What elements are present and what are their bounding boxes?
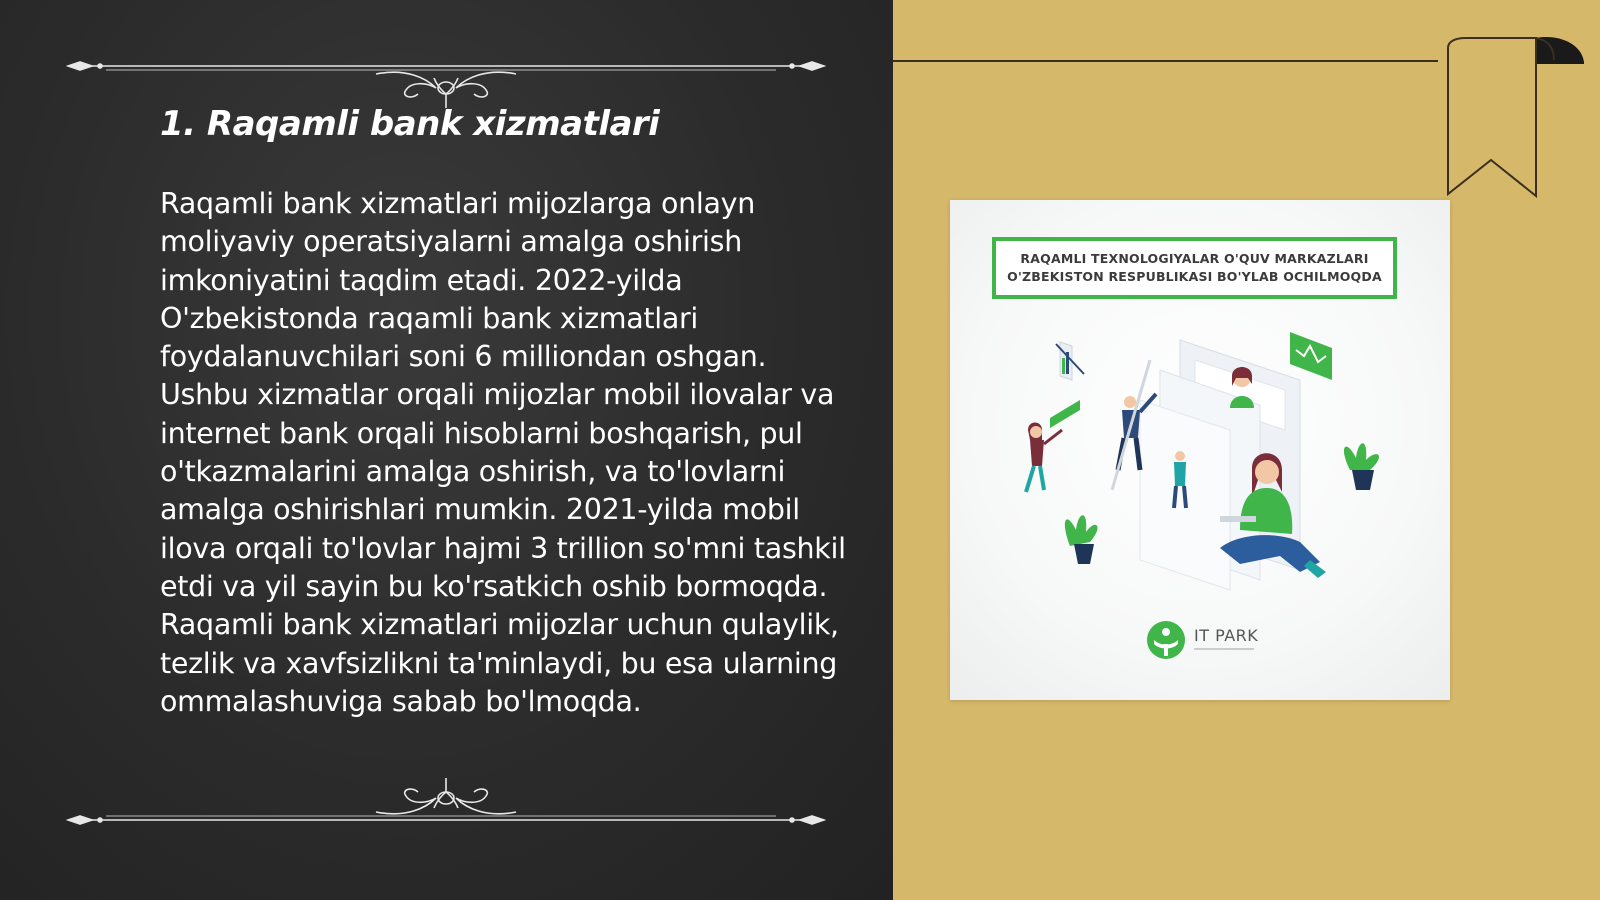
header-divider-line (893, 60, 1438, 62)
it-park-logo-icon (1144, 620, 1188, 660)
slide-title: 1. Raqamli bank xizmatlari (160, 104, 660, 144)
it-park-logo-text: IT PARK (1194, 626, 1259, 645)
running-woman-figure (1026, 423, 1062, 493)
potted-plant-icon (1344, 443, 1379, 490)
potted-plant-icon (1065, 515, 1098, 564)
green-arrow-icon (1050, 400, 1080, 428)
bookmark-ribbon-icon (1436, 36, 1586, 201)
promo-headline-line2: O'ZBEKISTON RESPUBLIKASI BO'YLAB OCHILMOQDA (1007, 269, 1382, 284)
bar-chart-icon (1056, 342, 1084, 380)
it-park-logo (1144, 620, 1274, 666)
top-flourish-ornament (66, 48, 826, 108)
isometric-people-illustration (1000, 320, 1400, 610)
logo-tagline-line (1194, 648, 1254, 650)
slide-body-text: Raqamli bank xizmatlari mijozlarga onlayn moliyaviy operatsiyalarni amalga oshirish imkoniyatini taqdim etadi. 2022-yilda O'zbekistonda raqamli bank xizmatlari foydalanuvchilari soni 6 milliondan oshgan. Ushbu xizmatlar orqali mijozlar mobil ilovalar va internet bank orqali hisoblarni boshqarish, pul o'tkazmalarini amalga oshirish, va to'lovlarni amalga oshirishlari mumkin. 2021-yilda mobil ilova orqali to'lovlar hajmi 3 trillion so'mni tashkil etdi va yil sayin bu ko'rsatkich oshib bormoqda. Raqamli bank xizmatlari mijozlar uchun qulaylik, tezlik va xavfsizlikni ta'minlaydi, bu esa ularning ommalashuviga sabab bo'lmoqda. (160, 187, 846, 718)
promo-headline-box (992, 237, 1397, 299)
line-chart-screen-icon (1290, 332, 1332, 380)
bottom-flourish-ornament (66, 768, 826, 828)
promo-headline-line1: RAQAMLI TEXNOLOGIYALAR O'QUV MARKAZLARI (1020, 251, 1369, 266)
it-park-promo-image (950, 200, 1450, 700)
